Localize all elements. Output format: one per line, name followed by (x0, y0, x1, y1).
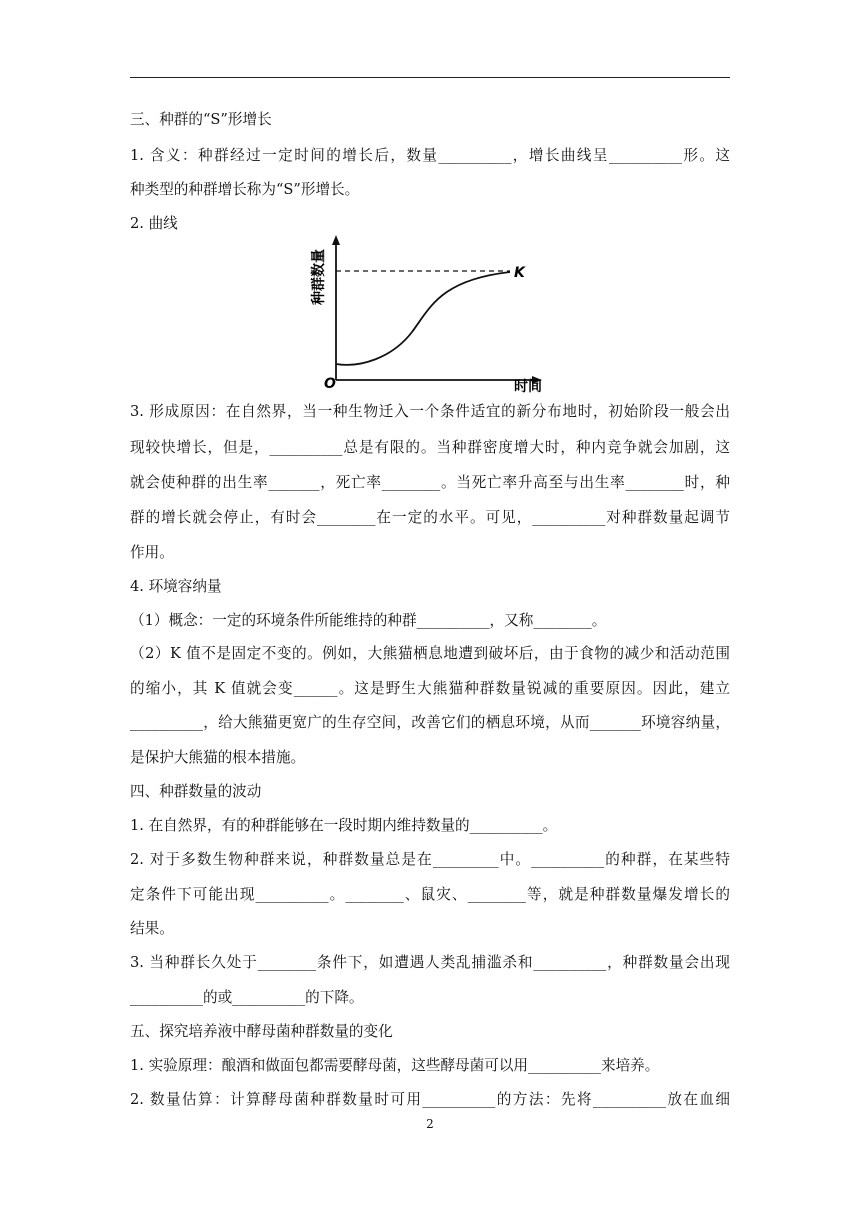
text-line: 的缩小，其 K 值就会变______。这是野生大熊猫种群数量锐减的重要原因。因此，建立 (130, 680, 730, 697)
text-line: 作用。 (130, 544, 174, 561)
text-line: 1. 实验原理：酿酒和做面包都需要酵母菌，这些酵母菌可以用__________来培养。 (130, 1057, 660, 1074)
text-line: 就会使种群的出生率_______，死亡率________。当死亡率升高至与出生率________时，种 (130, 474, 730, 491)
text-line: 定条件下可能出现__________。________、鼠灾、________等，就是种群数量爆发增长的 (130, 886, 730, 903)
s-curve-figure (300, 232, 550, 396)
text-line: 2. 对于多数生物种群来说，种群数量总是在_________中。__________的种群，在某些特 (130, 851, 730, 868)
text-line: __________，给大熊猫更宽广的生存空间，改善它们的栖息环境，从而_______环境容纳量， (130, 714, 730, 731)
text-line: 结果。 (130, 920, 174, 937)
text-line: 3. 当种群长久处于________条件下，如遭遇人类乱捕滥杀和__________，种群数量会出现 (130, 954, 730, 971)
text-line: （1）概念：一定的环境条件所能维持的种群__________，又称________。 (130, 612, 607, 629)
text-line: 种类型的种群增长称为“S”形增长。 (130, 181, 360, 198)
text-line: 现较快增长，但是，__________总是有限的。当种群密度增大时，种内竞争就会加剧，这 (130, 439, 730, 456)
section-title-s-growth: 三、种群的“S”形增长 (130, 111, 272, 128)
origin-label: O (324, 376, 336, 392)
subsection-title-capacity: 4. 环境容纳量 (130, 578, 222, 595)
section-title-yeast: 五、探究培养液中酵母菌种群数量的变化 (130, 1023, 393, 1040)
text-line: 2. 数量估算：计算酵母菌种群数量时可用__________的方法：先将__________放在血细 (130, 1091, 730, 1108)
text-line: __________的或__________的下降。 (130, 989, 364, 1006)
s-curve (336, 272, 510, 365)
page-number: 2 (426, 1117, 434, 1131)
section-title-fluctuation: 四、种群数量的波动 (130, 783, 262, 800)
text-line: 1. 在自然界，有的种群能够在一段时期内维持数量的__________。 (130, 817, 558, 834)
y-axis-arrow (332, 235, 340, 245)
text-line: 1. 含义：种群经过一定时间的增长后，数量__________，增长曲线呈__________形。这 (130, 147, 730, 164)
text-line: 群的增长就会停止，有时会________在一定的水平。可见，__________对种群数量起调节 (130, 509, 730, 526)
text-line: 3. 形成原因：在自然界，当一种生物迁入一个条件适宜的新分布地时，初始阶段一般会出 (130, 403, 730, 420)
text-line: 是保护大熊猫的根本措施。 (130, 749, 306, 766)
y-axis-label: 种群数量 (311, 249, 327, 305)
k-label: K (514, 265, 525, 281)
text-line: （2）K 值不是固定不变的。例如，大熊猫栖息地遭到破坏后，由于食物的减少和活动范围 (130, 645, 730, 662)
x-axis-label: 时间 (514, 379, 542, 395)
header-rule (130, 77, 730, 78)
subsection-title-curve: 2. 曲线 (130, 215, 178, 232)
